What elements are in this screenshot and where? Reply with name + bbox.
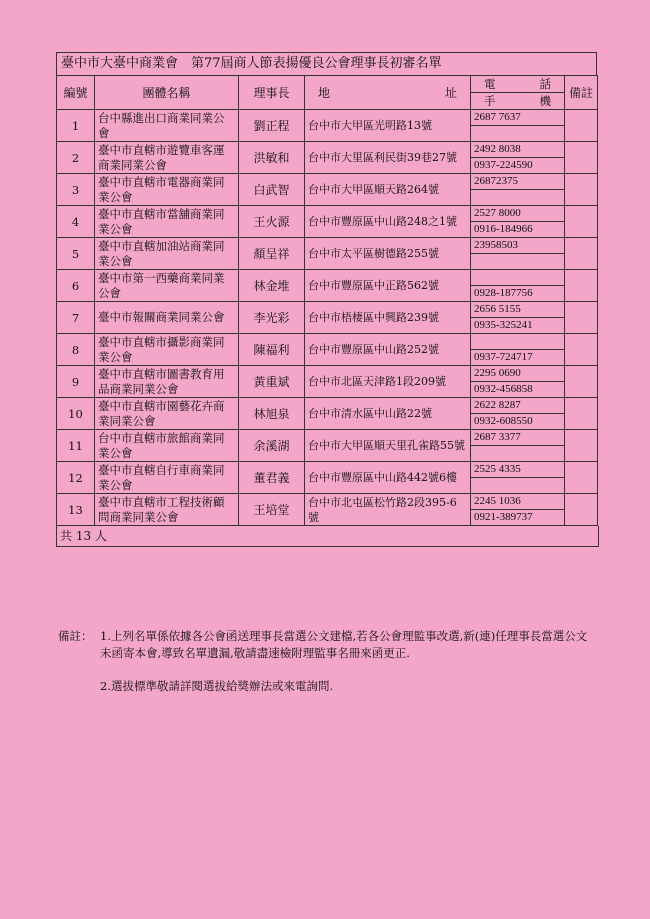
header-address (305, 76, 471, 110)
row-mobile: 0932-608550 (471, 414, 565, 430)
row-chair: 王火源 (239, 206, 305, 238)
row-org: 臺中市報關商業同業公會 (95, 302, 239, 334)
row-chair: 王培堂 (239, 494, 305, 526)
row-chair: 顏呈祥 (239, 238, 305, 270)
row-no: 5 (57, 238, 95, 270)
row-org: 臺中市直轄市電器商業同業公會 (95, 174, 239, 206)
row-tel: 2687 7637 (471, 110, 565, 126)
row-mobile (471, 126, 565, 142)
row-address: 台中市大里區利民街39巷27號 (305, 142, 471, 174)
row-mobile (471, 254, 565, 270)
row-chair: 林旭泉 (239, 398, 305, 430)
header-tel-char-1: 電 (484, 77, 496, 91)
roster-sheet (56, 52, 597, 547)
row-remark (565, 174, 598, 206)
row-tel: 2525 4335 (471, 462, 565, 478)
row-tel: 2295 0690 (471, 366, 565, 382)
row-address: 台中市豐原區中山路442號6樓 (305, 462, 471, 494)
note-2: 2.選拔標準敬請詳閱選拔給獎辦法或來電詢問. (100, 679, 334, 693)
row-no: 8 (57, 334, 95, 366)
row-no: 2 (57, 142, 95, 174)
row-org: 臺中市直轄市工程技術顧問商業同業公會 (95, 494, 239, 526)
row-address: 台中市北區天津路1段209號 (305, 366, 471, 398)
row-no: 9 (57, 366, 95, 398)
note-1: 1.上列名單係依據各公會函送理事長當選公文建檔,若各公會理監事改選,新(連)任理事長當選公文未函寄本會,導致名單遺漏,敬請盡速檢附理監事名冊來函更正. (100, 629, 588, 660)
header-tel (471, 76, 565, 93)
row-address: 台中市太平區樹德路255號 (305, 238, 471, 270)
row-address: 台中市豐原區中正路562號 (305, 270, 471, 302)
header-remark: 備註 (565, 76, 598, 110)
row-tel: 2656 5155 (471, 302, 565, 318)
row-chair: 李光彩 (239, 302, 305, 334)
row-no: 1 (57, 110, 95, 142)
row-no: 3 (57, 174, 95, 206)
row-remark (565, 462, 598, 494)
row-tel: 2622 8287 (471, 398, 565, 414)
row-org: 臺中市直轄加油站商業同業公會 (95, 238, 239, 270)
row-no: 11 (57, 430, 95, 462)
header-chair: 理事長 (239, 76, 305, 110)
row-remark (565, 430, 598, 462)
row-address: 台中市豐原區中山路252號 (305, 334, 471, 366)
roster-table (56, 75, 598, 526)
row-address: 台中市梧棲區中興路239號 (305, 302, 471, 334)
row-mobile: 0935-325241 (471, 318, 565, 334)
row-mobile: 0937-724717 (471, 350, 565, 366)
row-mobile: 0928-187756 (471, 286, 565, 302)
row-org: 臺中市直轄市遊覽車客運商業同業公會 (95, 142, 239, 174)
row-remark (565, 238, 598, 270)
row-mobile: 0921-389737 (471, 510, 565, 526)
header-org: 團體名稱 (95, 76, 239, 110)
notes-label: 備註： (58, 629, 93, 643)
row-address: 台中市豐原區中山路248之1號 (305, 206, 471, 238)
total-count: 共 13 人 (56, 526, 599, 547)
row-no: 7 (57, 302, 95, 334)
row-address: 台中市大甲區光明路13號 (305, 110, 471, 142)
row-org: 台中市直轄市旅館商業同業公會 (95, 430, 239, 462)
row-chair: 余溪湖 (239, 430, 305, 462)
header-no: 編號 (57, 76, 95, 110)
row-mobile: 0932-456858 (471, 382, 565, 398)
document-title: 臺中市大臺中商業會 第77屆商人節表揚優良公會理事長初審名單 (56, 52, 597, 75)
row-no: 4 (57, 206, 95, 238)
row-address: 台中市大甲區順天路264號 (305, 174, 471, 206)
row-remark (565, 270, 598, 302)
row-org: 臺中市直轄市園藝花卉商業同業公會 (95, 398, 239, 430)
row-remark (565, 206, 598, 238)
row-mobile (471, 446, 565, 462)
row-chair: 白武智 (239, 174, 305, 206)
header-mobile-char-2: 機 (539, 94, 551, 108)
row-org: 台中縣進出口商業同業公會 (95, 110, 239, 142)
header-address-char-1: 地 (318, 86, 331, 100)
row-chair: 劉正程 (239, 110, 305, 142)
row-remark (565, 494, 598, 526)
row-address: 台中市大甲區順天里孔雀路55號 (305, 430, 471, 462)
header-address-char-2: 址 (444, 86, 457, 100)
row-address: 台中市北屯區松竹路2段395-6號 (305, 494, 471, 526)
row-no: 13 (57, 494, 95, 526)
row-remark (565, 398, 598, 430)
row-tel: 26872375 (471, 174, 565, 190)
row-tel: 2492 8038 (471, 142, 565, 158)
row-chair: 林金堆 (239, 270, 305, 302)
row-chair: 陳福利 (239, 334, 305, 366)
header-tel-char-2: 話 (539, 77, 551, 91)
row-org: 臺中市直轄市當舖商業同業公會 (95, 206, 239, 238)
header-mobile (471, 93, 565, 110)
row-tel (471, 334, 565, 350)
row-remark (565, 334, 598, 366)
row-org: 臺中市直轄市攝影商業同業公會 (95, 334, 239, 366)
row-tel (471, 270, 565, 286)
row-remark (565, 142, 598, 174)
row-mobile (471, 190, 565, 206)
row-org: 臺中市直轄市圖書教育用品商業同業公會 (95, 366, 239, 398)
row-address: 台中市清水區中山路22號 (305, 398, 471, 430)
row-mobile (471, 478, 565, 494)
row-chair: 洪敏和 (239, 142, 305, 174)
row-remark (565, 302, 598, 334)
notes-section (58, 628, 598, 695)
row-remark (565, 110, 598, 142)
row-tel: 2687 3377 (471, 430, 565, 446)
row-org: 臺中市第一西藥商業同業公會 (95, 270, 239, 302)
row-mobile: 0916-184966 (471, 222, 565, 238)
row-tel: 23958503 (471, 238, 565, 254)
row-no: 12 (57, 462, 95, 494)
row-tel: 2527 8000 (471, 206, 565, 222)
header-mobile-char-1: 手 (484, 94, 496, 108)
row-org: 臺中市直轄自行車商業同業公會 (95, 462, 239, 494)
row-remark (565, 366, 598, 398)
row-chair: 黃重斌 (239, 366, 305, 398)
row-chair: 董君義 (239, 462, 305, 494)
row-tel: 2245 1036 (471, 494, 565, 510)
row-mobile: 0937-224590 (471, 158, 565, 174)
roster-body (57, 110, 598, 526)
row-no: 10 (57, 398, 95, 430)
row-no: 6 (57, 270, 95, 302)
